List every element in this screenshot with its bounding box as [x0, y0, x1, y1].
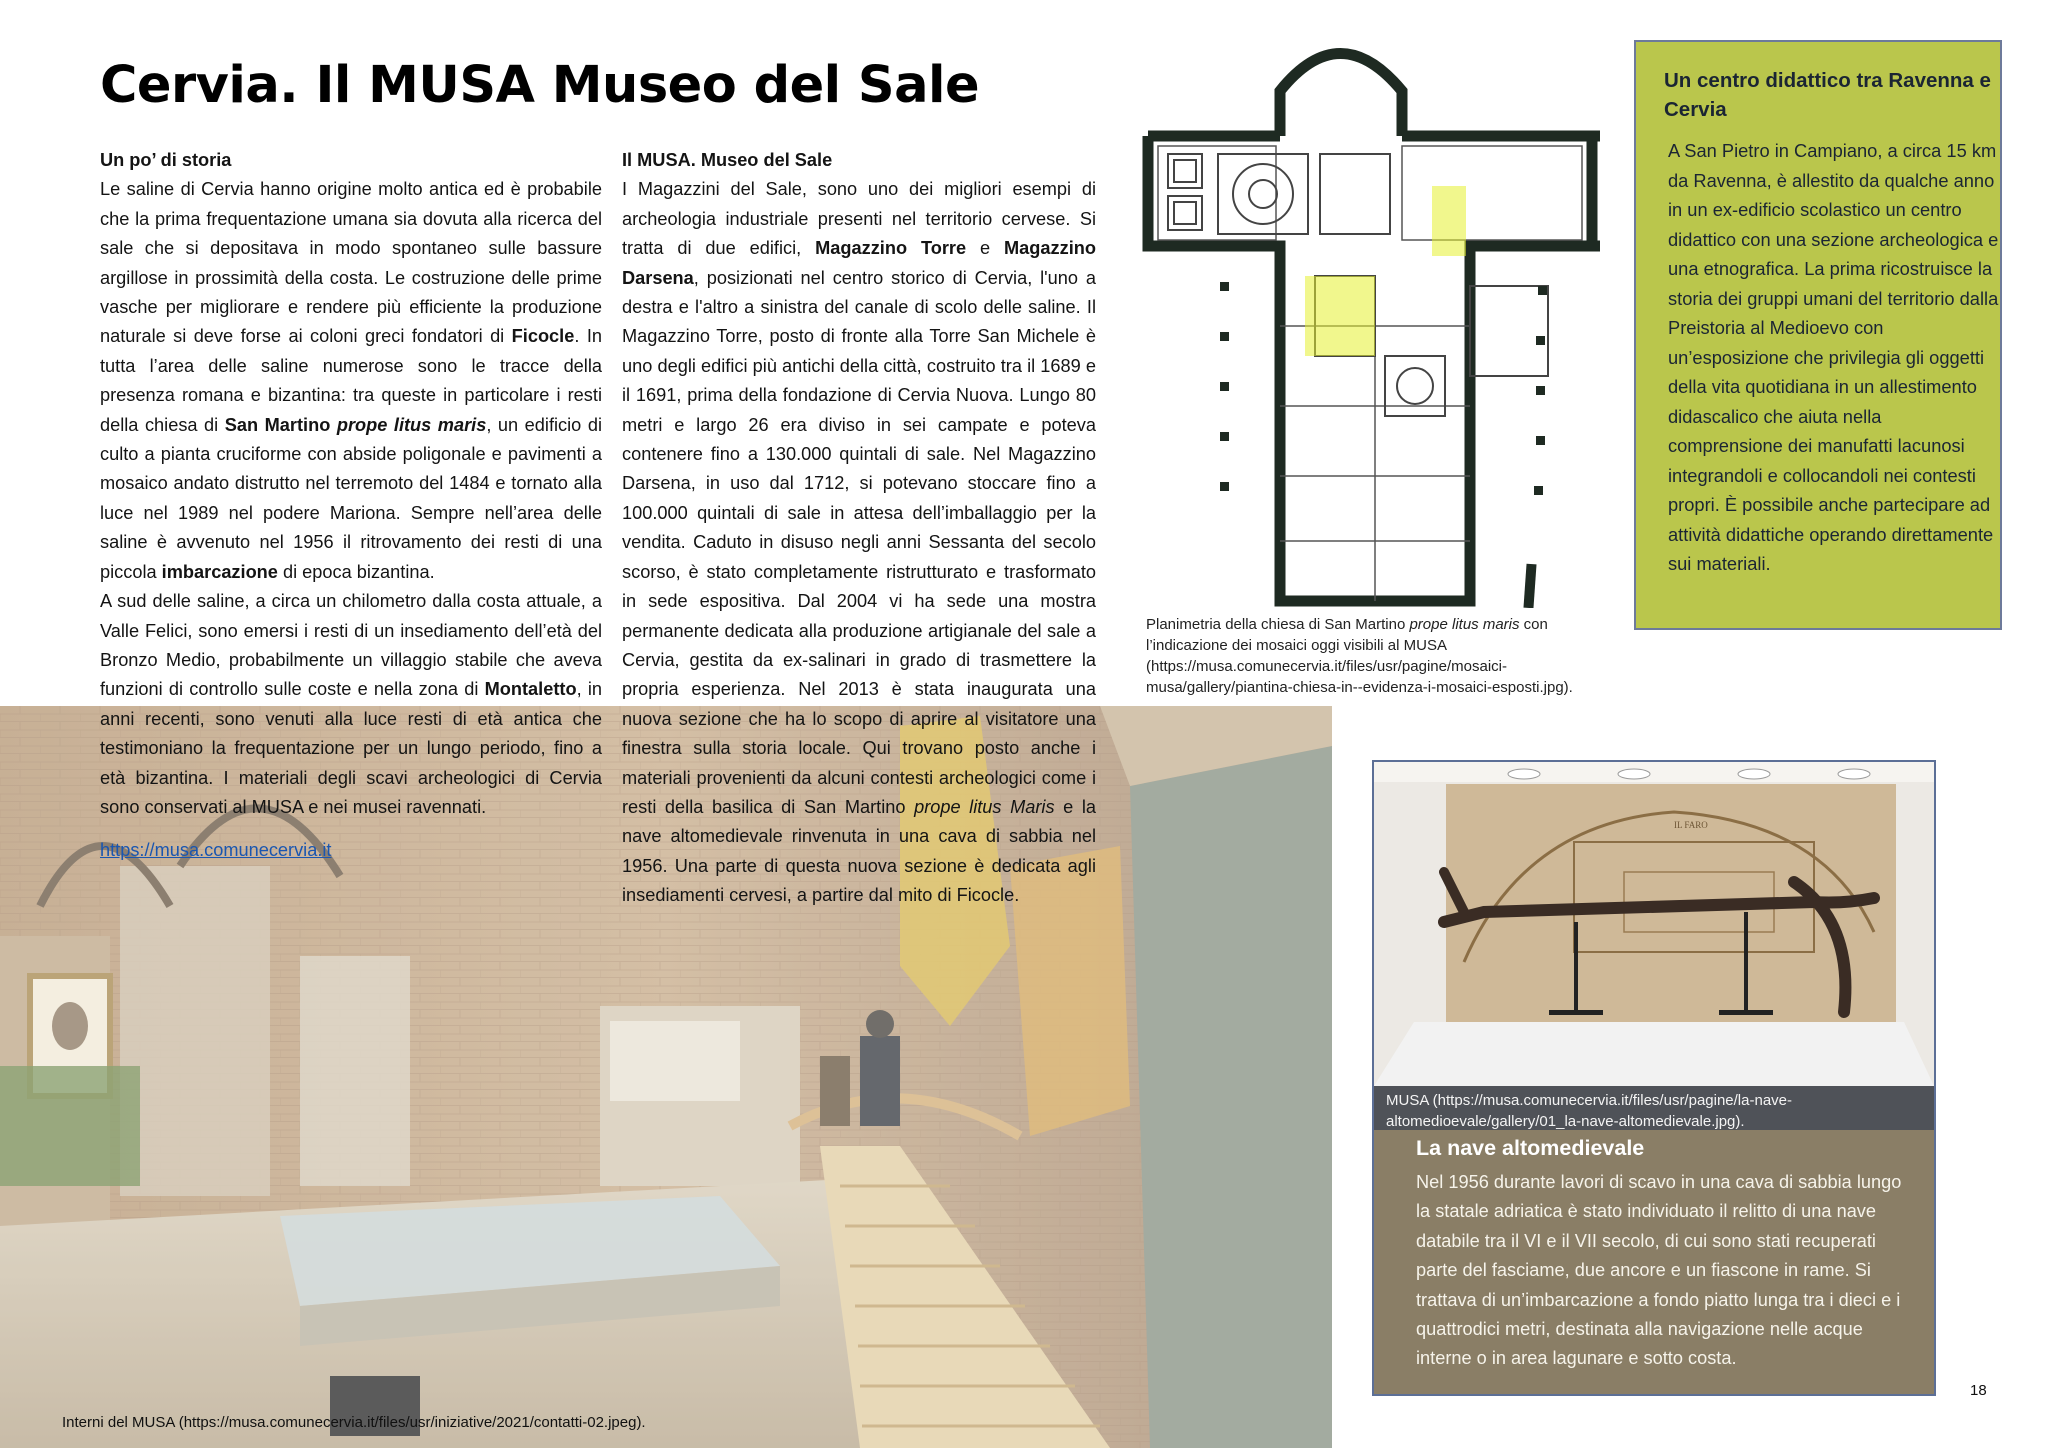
musa-column	[622, 146, 1096, 911]
ship-photo	[1374, 762, 1934, 1086]
musa-paragraph: I Magazzini del Sale, sono uno dei migliori esempi di archeologia industriale presenti nel territorio cervese. Si tratta di due edifici, Magazzino Torre e Magazzino Darsena, posizionati nel centro storico di Cervia, l'uno a destra e l'altro a sinistra del canale di scolo delle saline. Il Magazzino Torre, posto di fronte alla Torre San Michele è uno degli edifici più antichi della città, costruito tra il 1689 e il 1691, prima della fondazione di Cervia Nuova. Lungo 80 metri e largo 26 era diviso in sei campate e poteva contenere fino a 130.000 quintali di sale. Nel Magazzino Darsena, in uso dal 1712, si potevano stoccare fino a 100.000 quintali di sale in attesa dell’imballaggio per la vendita. Caduto in disuso negli anni Sessanta del secolo scorso, è stato completamente ristrutturato e trasformato in sede espositiva. Dal 2004 vi ha sede una mostra permanente dedicata alla produzione artigianale del sale a Cervia, gestita da ex-salinari in grado di trasmettere la propria esperienza. Nel 2013 è stata inaugurata una nuova sezione che ha lo scopo di aprire al visitatore una finestra sulla storia locale. Qui trovano posto anche i materiali provenienti da alcuni contesti archeologici come i resti della basilica di San Martino prope litus Maris e la nave altomedievale rinvenuta in una cava di sabbia nel 1956. Una parte di questa nuova sezione è dedicata agli insediamenti cervesi, a partire dal mito di Ficocle.	[622, 179, 1096, 906]
musa-website-link[interactable]: https://musa.comunecervia.it	[100, 840, 332, 861]
didactic-center-title: Un centro didattico tra Ravenna e Cervia	[1664, 69, 1991, 121]
plan-caption: Planimetria della chiesa di San Martino prope litus maris con l’indicazione dei mosaici oggi visibili al MUSA (https://musa.comunecervia.it/files/usr/pagine/mosaici-musa/gallery/piantina-chiesa-in--evidenza-i-mosaici-esposti.jpg).	[1146, 616, 1573, 696]
history-column	[100, 146, 602, 866]
history-paragraph-2: A sud delle saline, a circa un chilometro dalla costa attuale, a Valle Felici, sono emersi i resti di un insediamento dell’età del Bronzo Medio, probabilmente un villaggio stabile che aveva funzioni di controllo sulle coste e nella zona di Montaletto, in anni recenti, sono venuti alla luce resti di età antica che testimoniano la frequentazione per un lungo periodo, fino a età bizantina. I materiali degli scavi archeologici di Cervia sono conservati al MUSA e nei musei ravennati.	[100, 591, 602, 817]
musa-heading: Il MUSA. Museo del Sale	[622, 150, 833, 170]
ship-title: La nave altomedievale	[1416, 1136, 1645, 1160]
didactic-center-text: A San Pietro in Campiano, a circa 15 km da Ravenna, è allestito da qualche anno in un ex-edificio scolastico un centro didattico con una sezione archeologica e una etnografica. La prima ricostruisce la storia dei gruppi umani del territorio dalla Preistoria al Medioevo con un’esposizione che privilegia gli oggetti della vita quotidiana in un allestimento didascalico che aiuta nella comprensione dei manufatti lacunosi integrandoli e collocandoli nei contesti propri. È possibile anche partecipare ad attività didattiche operando direttamente sui materiali.	[1668, 140, 1999, 574]
page-title: Cervia. Il MUSA Museo del Sale	[100, 56, 980, 115]
ship-card	[1372, 760, 1936, 1396]
history-heading: Un po’ di storia	[100, 150, 232, 170]
interior-photo-caption: Interni del MUSA (https://musa.comunecervia.it/files/usr/iniziative/2021/contatti-02.jpeg).	[62, 1414, 646, 1431]
page-number: 18	[1970, 1382, 1987, 1399]
church-floor-plan	[1140, 36, 1600, 608]
didactic-center-box	[1634, 40, 2002, 630]
svg-text:IL FARO: IL FARO	[1674, 820, 1708, 830]
ship-text: Nel 1956 durante lavori di scavo in una cava di sabbia lungo la statale adriatica è stato individuato il relitto di una nave databile tra il VI e il VII secolo, di cui sono stati recuperati parte del fasciame, due ancore e un fiascone in rame. Si trattava di un’imbarcazione a fondo piatto lunga tra i dieci e i quattrodici metri, destinata alla navigazione nelle acque interne o in area lagunare e sotto costa.	[1416, 1172, 1902, 1369]
ship-photo-caption: MUSA (https://musa.comunecervia.it/files/usr/pagine/la-nave-altomedioevale/gallery/01_la-nave-altomedievale.jpg).	[1374, 1086, 1934, 1130]
history-paragraph-1: Le saline di Cervia hanno origine molto antica ed è probabile che la prima frequentazione umana sia dovuta alla ricerca del sale che si depositava in modo spontaneo sulle bassure argillose in prossimità della costa. Le costruzione delle prime vasche per migliorare e rendere più efficiente la produzione naturale si deve forse ai coloni greci fondatori di Ficocle. In tutta l’area delle saline numerose sono le tracce della presenza romana e bizantina: tra queste in particolare i resti della chiesa di San Martino prope litus maris, un edificio di culto a pianta cruciforme con abside poligonale e pavimenti a mosaico andato distrutto nel terremoto del 1484 e tornato alla luce nel 1989 nel podere Mariona. Sempre nell’area delle saline è avvenuto nel 1956 il ritrovamento dei resti di una piccola imbarcazione di epoca bizantina.	[100, 179, 602, 582]
